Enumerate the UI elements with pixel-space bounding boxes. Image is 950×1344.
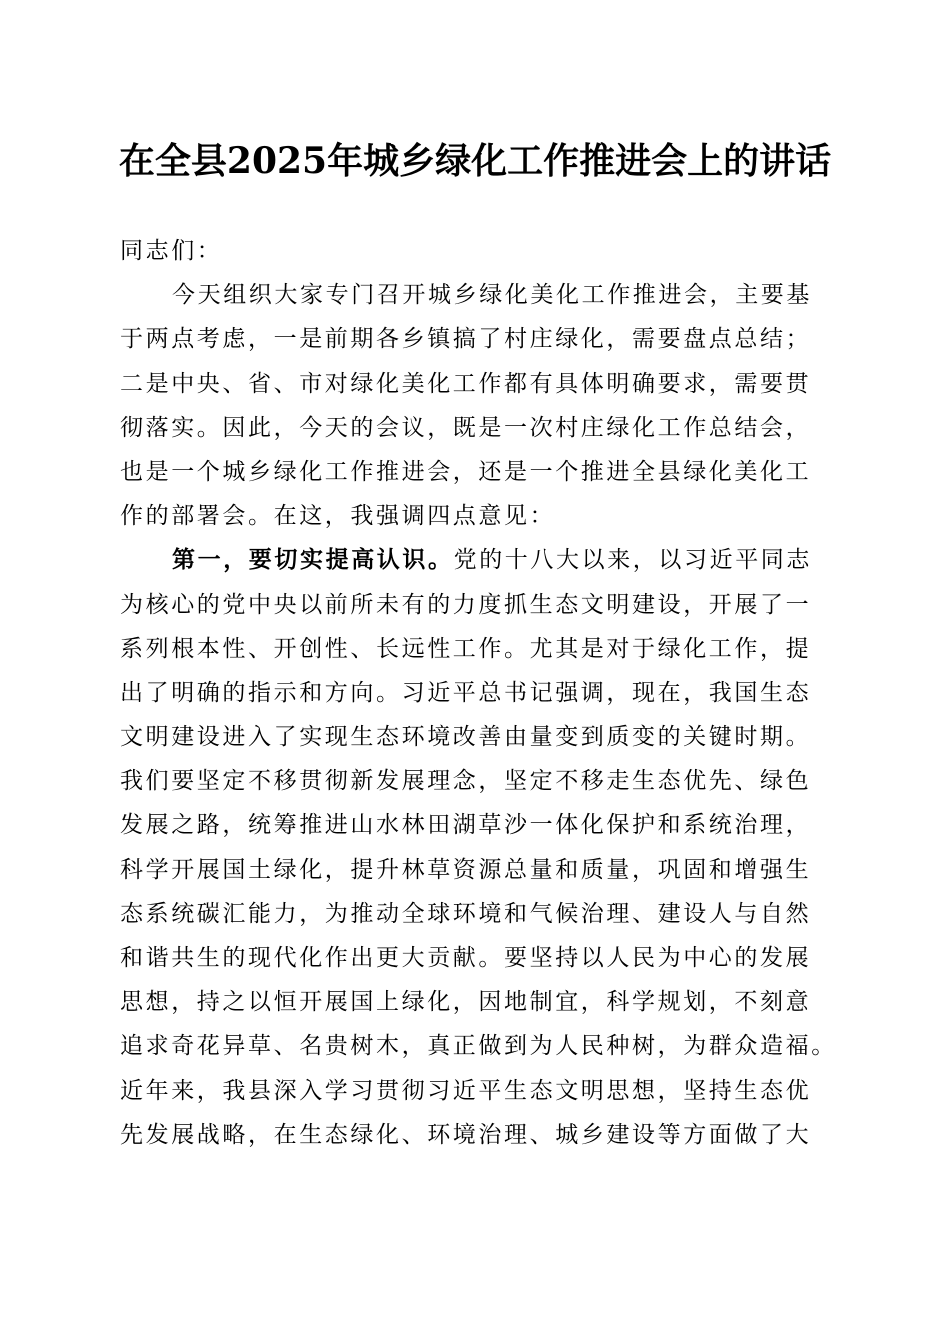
document-body	[120, 229, 840, 1157]
paragraph-line: 追求奇花异草、名贵树木，真正做到为人民种树，为群众造福。	[120, 1033, 837, 1060]
paragraph-line: 彻落实。因此，今天的会议，既是一次村庄绿化工作总结会，	[120, 414, 812, 441]
paragraph-line: 文明建设进入了实现生态环境改善由量变到质变的关键时期。	[120, 724, 812, 751]
paragraph-line	[120, 538, 840, 582]
paragraph-line: 我们要坚定不移贯彻新发展理念，坚定不移走生态优先、绿色	[120, 768, 812, 795]
paragraph-line: 近年来，我县深入学习贯彻习近平生态文明思想，坚持生态优	[120, 1077, 812, 1104]
salutation: 同志们：	[120, 238, 223, 264]
paragraph-line: 今天组织大家专门召开城乡绿化美化工作推进会，主要基	[172, 282, 812, 309]
document-title: 在全县2025年城乡绿化工作推进会上的讲话	[118, 140, 832, 182]
paragraph-line: 和谐共生的现代化作出更大贡献。要坚持以人民为中心的发展	[120, 945, 812, 971]
paragraph-line: 态系统碳汇能力，为推动全球环境和气候治理、建设人与自然	[120, 900, 812, 927]
paragraph-line: 为核心的党中央以前所未有的力度抓生态文明建设，开展了一	[120, 591, 812, 618]
paragraph-line: 科学开展国土绿化，提升林草资源总量和质量，巩固和增强生	[120, 856, 812, 883]
section-heading: 第一，要切实提高认识。	[172, 546, 454, 574]
paragraph-line: 出了明确的指示和方向。习近平总书记强调，现在，我国生态	[120, 679, 812, 706]
paragraph-line: 发展之路，统筹推进山水林田湖草沙一体化保护和系统治理，	[120, 812, 812, 839]
paragraph-line: 也是一个城乡绿化工作推进会，还是一个推进全县绿化美化工	[120, 458, 812, 485]
paragraph-line: 二是中央、省、市对绿化美化工作都有具体明确要求，需要贯	[120, 370, 812, 397]
paragraph-line: 系列根本性、开创性、长远性工作。尤其是对于绿化工作，提	[120, 635, 812, 662]
paragraph-line: 作的部署会。在这，我强调四点意见：	[120, 503, 556, 530]
paragraph-line: 思想，持之以恒开展国上绿化，因地制宜，科学规划，不刻意	[120, 989, 812, 1016]
paragraph-text: 党的十八大以来，以习近平同志	[453, 547, 813, 574]
paragraph-line: 于两点考虑，一是前期各乡镇搞了村庄绿化，需要盘点总结；	[120, 326, 812, 353]
paragraph-line: 先发展战略，在生态绿化、环境治理、城乡建设等方面做了大	[120, 1121, 812, 1148]
